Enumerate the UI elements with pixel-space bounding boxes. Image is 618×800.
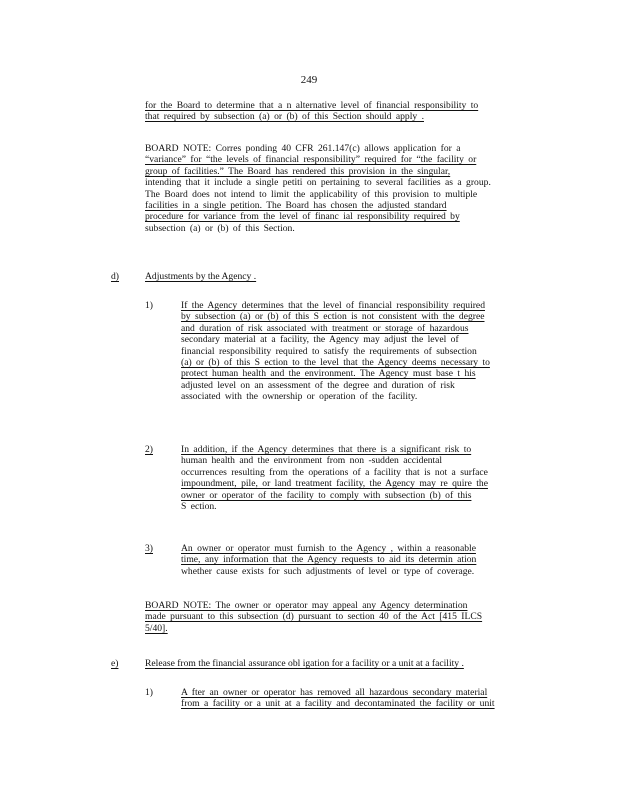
text-line: associated with the ownership or operation of the facility.	[181, 391, 418, 403]
text-line: time, any information that the Agency requests to aid its determin ation	[181, 554, 477, 566]
item-d3-text	[181, 543, 476, 577]
item-d2-number: 2)	[145, 444, 153, 455]
text-line: subsection (a) or (b) of this Section.	[145, 222, 295, 234]
text-line: owner or operator of the facility to comply with subsection (b) of this	[181, 489, 472, 501]
text-line: protect human health and the environment. The Agency must base t his	[181, 368, 476, 380]
text-line: human health and the environment from non -sudden accidental	[181, 455, 443, 467]
text-line: If the Agency determines that the level of financial responsibility required	[181, 300, 485, 311]
text-line: BOARD NOTE: The owner or operator may appeal any Agency determination	[145, 600, 468, 611]
text-line: procedure for variance from the level of financ ial responsibility required by	[145, 211, 460, 223]
text-line: for the Board to determine that a n alternative level of financial responsibility to	[145, 100, 479, 111]
text-line: impoundment, pile, or land treatment facility, the Agency may re quire the	[181, 478, 488, 490]
text-line: occurrences resulting from the operations of a facility that is not a surface	[181, 466, 488, 478]
item-d1-text	[181, 300, 490, 403]
text-line: S ection.	[181, 501, 217, 513]
item-e1-number: 1)	[145, 687, 153, 698]
board-note-2	[145, 600, 482, 634]
text-line: The Board does not intend to limit the applicability of this provision to multiple	[145, 188, 478, 200]
text-line: adjusted level on an assessment of the degree and duration of risk	[181, 379, 455, 391]
section-d-label: d)	[111, 271, 119, 282]
text-line: made pursuant to this subsection (d) pursuant to section 40 of the Act [415 ILCS	[145, 611, 483, 623]
section-e-label: e)	[111, 658, 119, 669]
section-e-heading: Release from the financial assurance obl igation for a facility or a unit at a facility .	[145, 658, 464, 669]
text-line: A fter an owner or operator has removed all hazardous secondary material	[181, 687, 488, 698]
board-note-1	[145, 143, 491, 234]
text-line: from a facility or a unit at a facility and decontaminated the facility or unit	[181, 698, 495, 710]
section-d-heading: Adjustments by the Agency .	[145, 271, 257, 282]
text-line: group of facilities.” The Board has rendered this provision in the singular,	[145, 165, 451, 177]
page-number: 249	[300, 74, 318, 86]
text-line: BOARD NOTE: Corres ponding 40 CFR 261.147(c) allows application for a	[145, 143, 461, 154]
item-e1-text	[181, 687, 495, 710]
text-line: and duration of risk associated with treatment or storage of hazardous	[181, 322, 469, 334]
intro-paragraph	[145, 100, 478, 123]
item-d1-number: 1)	[145, 300, 153, 311]
text-line: 5/40].	[145, 622, 168, 634]
text-line: whether cause exists for such adjustments of level or type of coverage.	[181, 565, 475, 577]
text-line: (a) or (b) of this S ection to the level that the Agency deems necessary to	[181, 357, 490, 369]
text-line: by subsection (a) or (b) of this S ection is not consistent with the degree	[181, 311, 485, 323]
text-line: In addition, if the Agency determines that there is a significant risk to	[181, 444, 472, 455]
text-line: that required by subsection (a) or (b) of this Section should apply .	[145, 111, 424, 123]
item-d3-number: 3)	[145, 543, 153, 554]
text-line: intending that it include a single petiti on pertaining to several facilities as a group.	[145, 177, 491, 189]
text-line: financial responsibility required to satisfy the requirements of subsection	[181, 345, 477, 357]
text-line: “variance” for “the levels of financial responsibility” required for “the facility or	[145, 154, 477, 166]
text-line: facilities in a single petition. The Board has chosen the adjusted standard	[145, 200, 447, 212]
item-d2-text	[181, 444, 488, 512]
text-line: secondary material at a facility, the Agency may adjust the level of	[181, 334, 459, 346]
text-line: An owner or operator must furnish to the Agency , within a reasonable	[181, 543, 476, 554]
